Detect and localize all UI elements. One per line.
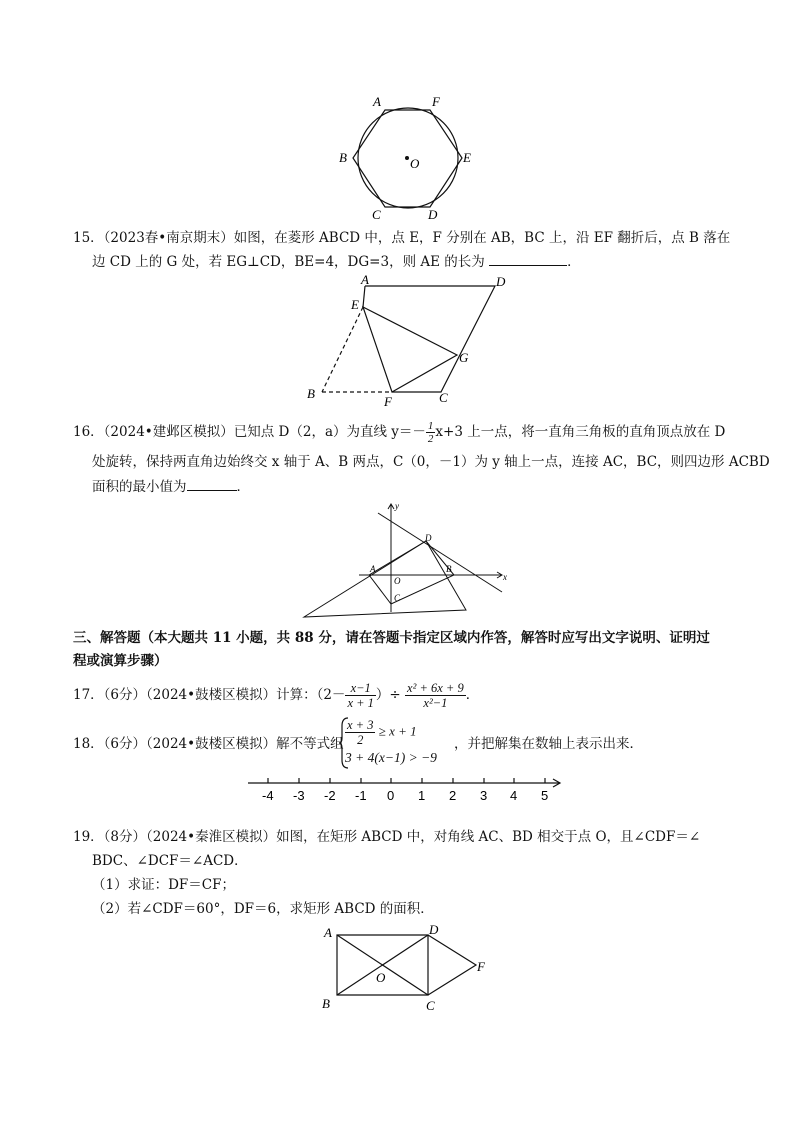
label-b: B <box>339 150 347 165</box>
label-e: E <box>351 297 359 312</box>
q16-line1a: 16．（2024•建邺区模拟）已知点 D（2，a）为直线 y＝－ <box>73 424 426 440</box>
label-g: G <box>459 350 469 365</box>
inequality-1 <box>345 718 417 747</box>
inequality-2: 3 + 4(x−1) > −9 <box>345 750 437 765</box>
label-a: A <box>373 94 381 109</box>
label-b: B <box>307 386 315 401</box>
label-b: B <box>322 996 330 1011</box>
q17-line <box>73 680 721 710</box>
label-o: O <box>394 576 401 586</box>
fraction-denominator: x + 1 <box>347 696 374 710</box>
tick-label: -4 <box>262 788 274 803</box>
q19-line2: BDC、∠DCF＝∠ACD． <box>92 853 248 869</box>
label-a: A <box>361 272 369 287</box>
tick-label: 4 <box>510 788 518 803</box>
q16-line2: 处旋转，保持两直角边始终交 x 轴于 A、B 两点，C（0，－1）为 y 轴上一点，连接 AC，BC，则四边形 ACBD <box>92 454 770 470</box>
answer-blank[interactable] <box>187 490 237 491</box>
label-o: O <box>376 970 386 985</box>
label-c: C <box>439 390 448 405</box>
fraction-1 <box>345 681 375 710</box>
fraction-denominator: 2 <box>357 733 364 747</box>
q19-part1: （1）求证：DF＝CF； <box>92 877 235 893</box>
q15-line2-text: 边 CD 上的 G 处，若 EG⊥CD，BE=4，DG=3，则 AE 的长为 <box>92 254 485 270</box>
section3-line1: 三、解答题（本大题共 11 小题，共 88 分，请在答题卡指定区域内作答，解答时应写出文字说明、证明过 <box>73 630 710 646</box>
q15-end: ． <box>567 254 581 270</box>
q16-line1 <box>73 420 726 445</box>
q16-line3 <box>92 477 721 497</box>
q17-prefix: 17．（6分）（2024•鼓楼区模拟）计算：（2－ <box>73 687 346 703</box>
answer-blank[interactable] <box>489 265 567 266</box>
fraction <box>345 718 375 747</box>
q16-end: ． <box>236 479 250 495</box>
fraction-numerator: 1 <box>427 420 434 432</box>
q16-line3-text: 面积的最小值为 <box>92 479 187 495</box>
tick-label: 1 <box>418 788 426 803</box>
label-a: A <box>324 925 332 940</box>
label-c: C <box>426 998 435 1013</box>
number-line <box>248 778 560 787</box>
label-d: D <box>425 533 432 543</box>
label-f: F <box>432 94 440 109</box>
label-b: B <box>446 564 452 574</box>
label-o: O <box>410 156 420 171</box>
q15-line2 <box>92 252 721 272</box>
section3-line2: 程或演算步骤） <box>73 653 168 669</box>
label-d: D <box>428 207 438 222</box>
fraction-2 <box>405 681 466 710</box>
rhombus-figure <box>322 286 495 392</box>
q17-mid: ）÷ <box>375 687 401 703</box>
q18-suffix: ，并把解集在数轴上表示出来． <box>454 736 643 752</box>
q18-prefix: 18．（6分）（2024•鼓楼区模拟）解不等式组 <box>73 736 344 752</box>
fraction-numerator: x + 3 <box>347 718 374 732</box>
tick-label: -2 <box>324 788 336 803</box>
label-f: F <box>477 959 485 974</box>
label-x: x <box>503 572 507 582</box>
rectangle-figure <box>337 935 476 995</box>
tick-label: -1 <box>355 788 367 803</box>
inequality-1-rhs: ≥ x + 1 <box>378 723 417 739</box>
q19-line1: 19．（8分）（2024•秦淮区模拟）如图，在矩形 ABCD 中，对角线 AC、BD 相交于点 O，且∠CDF＝∠ <box>73 829 701 845</box>
q17-end: ． <box>465 687 480 703</box>
fraction-denominator: x²−1 <box>423 696 448 710</box>
label-c: C <box>372 207 381 222</box>
q19-part2: （2）若∠CDF＝60°，DF＝6，求矩形 ABCD 的面积． <box>92 901 434 917</box>
fraction <box>426 420 436 445</box>
label-d: D <box>429 922 439 937</box>
tick-label: -3 <box>293 788 305 803</box>
tick-label: 2 <box>449 788 457 803</box>
label-f: F <box>384 394 392 409</box>
tick-label: 5 <box>541 788 549 803</box>
fraction-numerator: x² + 6x + 9 <box>407 681 464 695</box>
fraction-numerator: x−1 <box>345 681 375 696</box>
label-d: D <box>496 274 506 289</box>
coordinate-figure <box>304 504 502 617</box>
tick-label: 3 <box>480 788 488 803</box>
tick-label: 0 <box>387 788 395 803</box>
q15-line1: 15．（2023春•南京期末）如图，在菱形 ABCD 中，点 E，F 分别在 AB，BC 上，沿 EF 翻折后，点 B 落在 <box>73 230 731 246</box>
label-y: y <box>395 501 399 511</box>
label-a: A <box>370 564 376 574</box>
center-point <box>405 156 409 160</box>
fraction-denominator: 2 <box>427 433 434 445</box>
label-e: E <box>463 150 471 165</box>
q16-line1b: x+3 上一点，将一直角三角板的直角顶点放在 D <box>435 424 726 440</box>
label-c: C <box>394 593 401 603</box>
